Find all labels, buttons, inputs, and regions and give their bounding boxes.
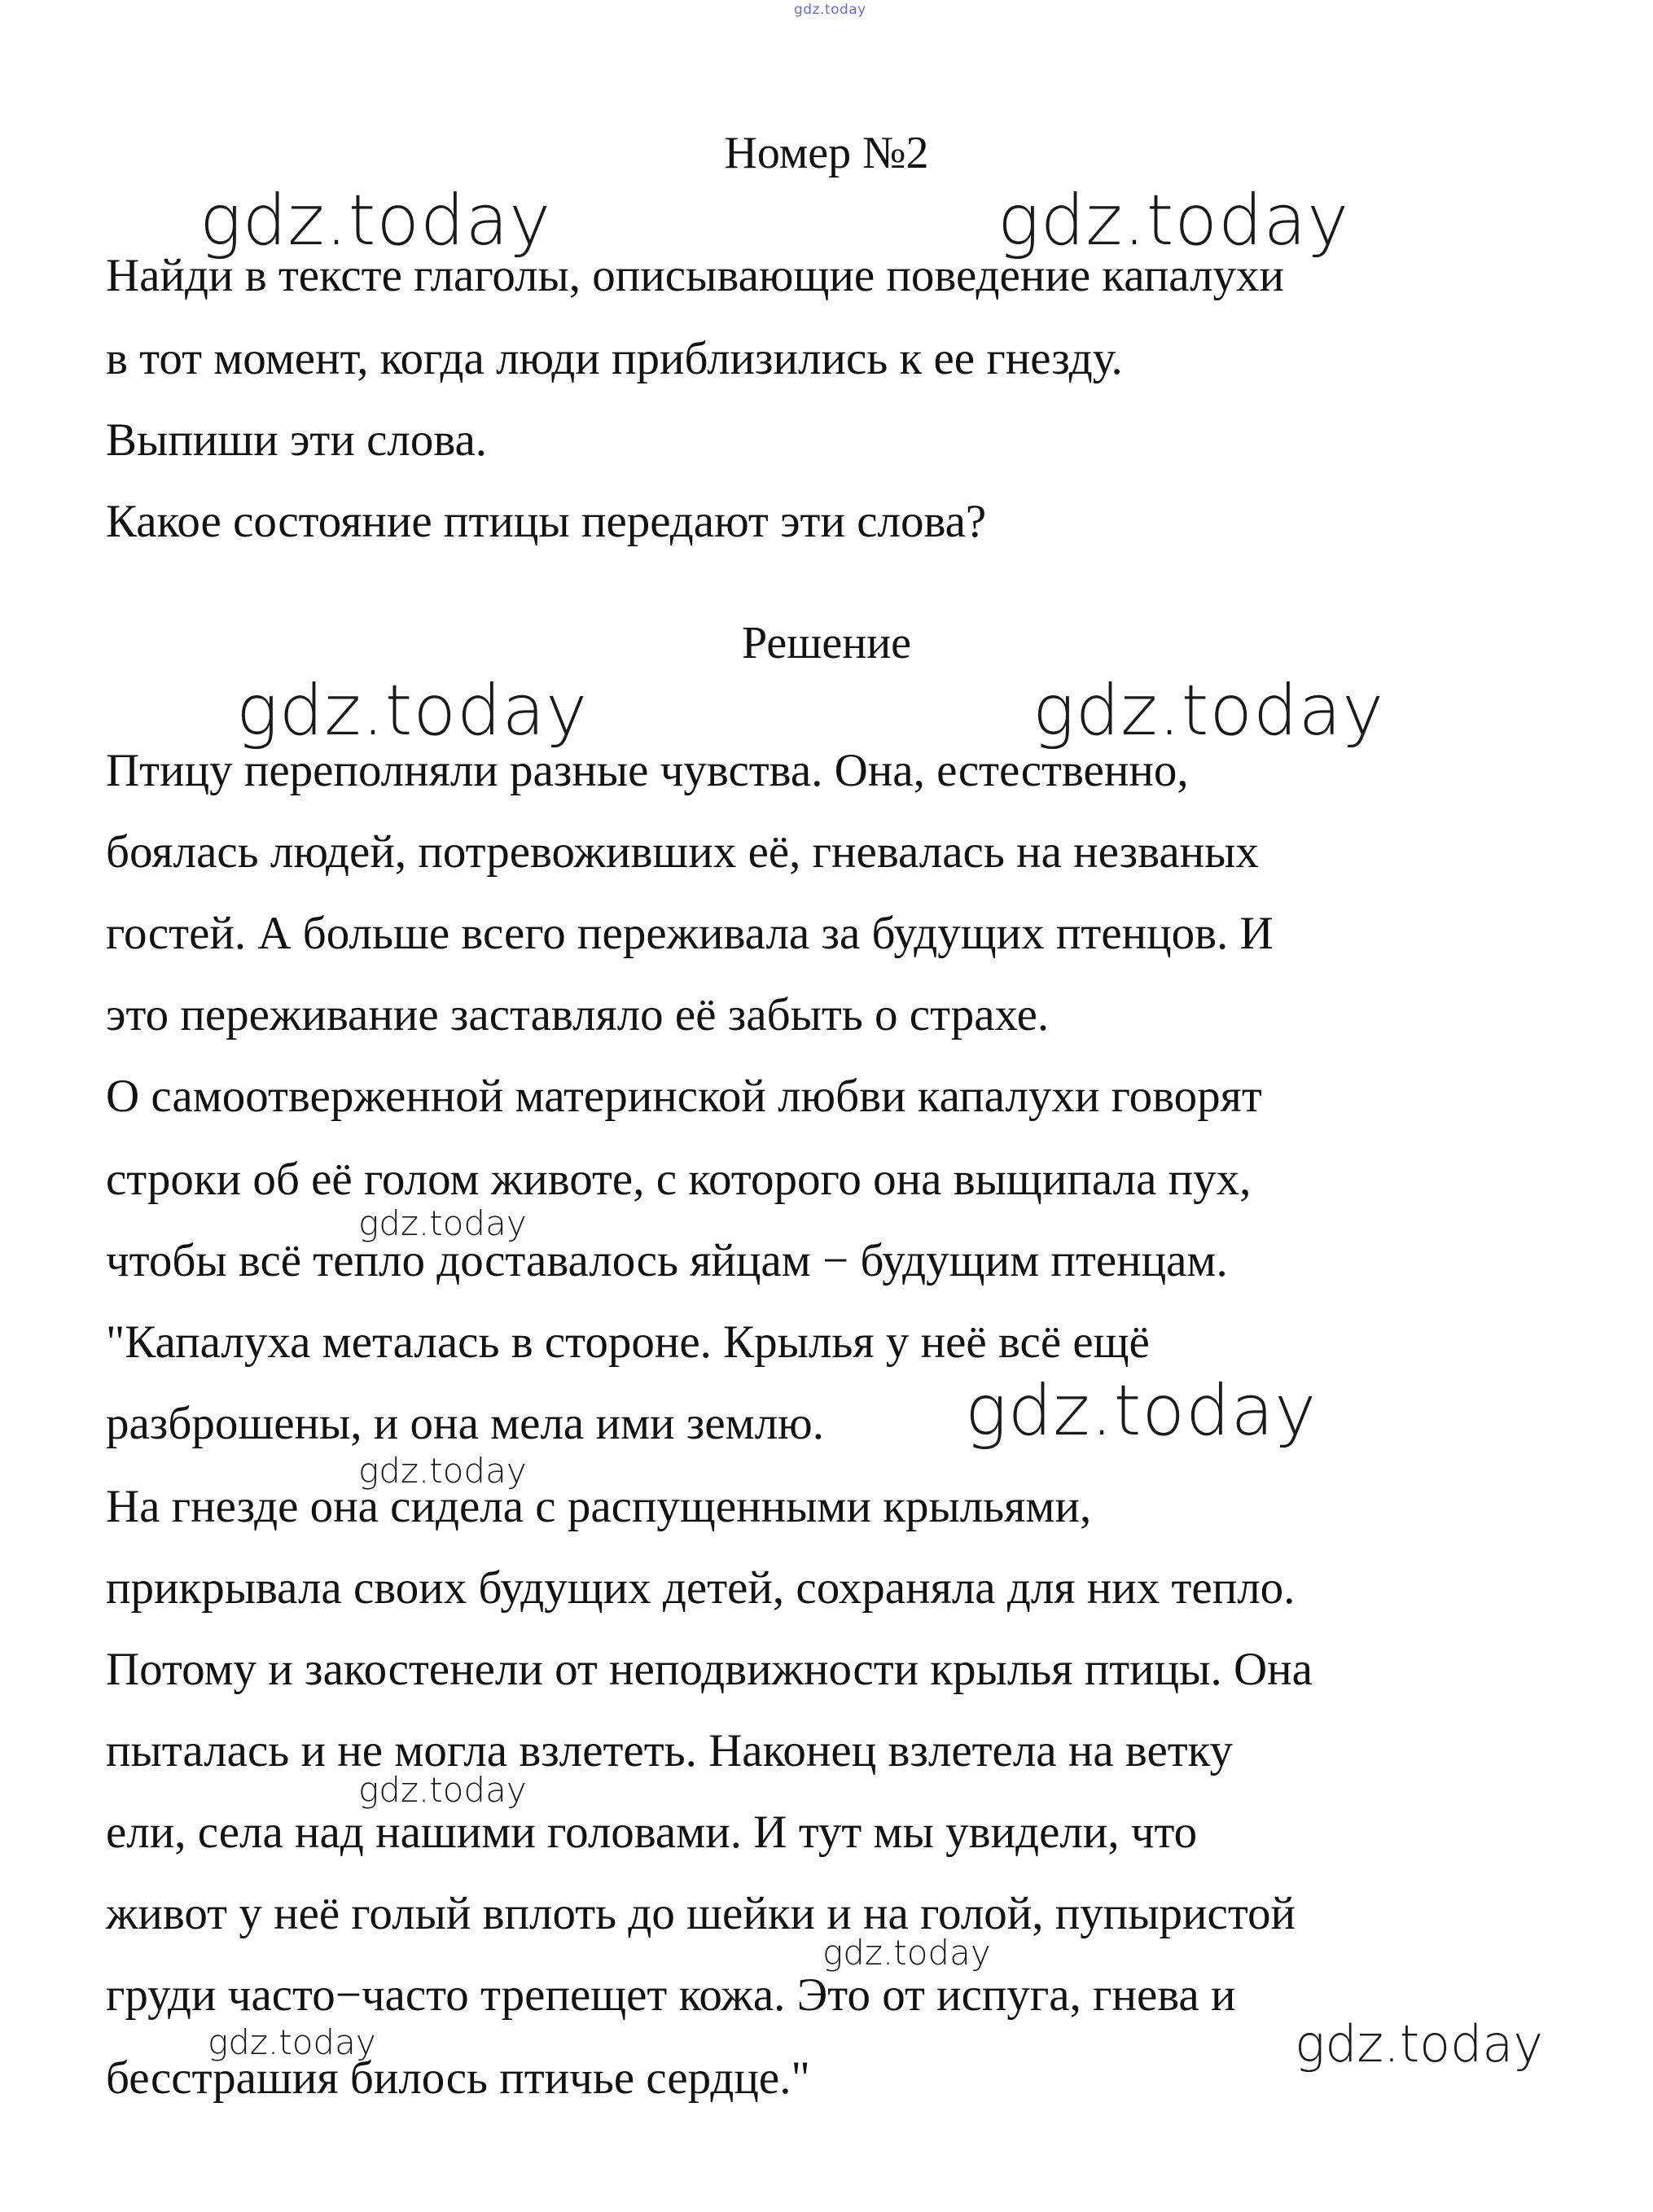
task-heading: Номер №2	[724, 128, 929, 178]
solution-line: прикрывала своих будущих детей, сохраняла для них тепло.	[106, 1562, 1296, 1614]
watermark: gdz.today	[1033, 670, 1385, 751]
watermark: gdz.today	[200, 180, 552, 261]
solution-line: гостей. А больше всего переживала за будущих птенцов. И	[106, 908, 1274, 959]
watermark: gdz.today	[998, 180, 1350, 261]
task-line: Выпиши эти слова.	[106, 414, 488, 466]
task-line: Какое состояние птицы передают эти слова?	[106, 496, 987, 547]
solution-line: "Капалуха металась в стороне. Крылья у неё всё ещё	[106, 1316, 1150, 1368]
solution-line: Потому и закостенели от неподвижности крылья птицы. Она	[106, 1644, 1313, 1695]
watermark: gdz.today	[358, 1770, 527, 1810]
watermark: gdz.today	[358, 1203, 527, 1243]
solution-line: живот у неё голый вплоть до шейки и на голой, пупыристой	[106, 1888, 1296, 1939]
watermark: gdz.today	[822, 1933, 991, 1973]
solution-heading: Решение	[741, 618, 912, 668]
top-watermark: gdz.today	[794, 2, 866, 18]
solution-line: бесстрашия билось птичье сердце."	[106, 2052, 810, 2104]
solution-line: разброшены, и она мела ими землю.	[106, 1398, 824, 1449]
solution-line: чтобы всё тепло доставалось яйцам − будущим птенцам.	[106, 1235, 1228, 1286]
watermark: gdz.today	[236, 670, 589, 751]
solution-line: На гнезде она сидела с распущенными крыльями,	[106, 1481, 1092, 1532]
solution-line: Птицу переполняли разные чувства. Она, естественно,	[106, 745, 1189, 796]
watermark: gdz.today	[965, 1370, 1318, 1452]
solution-line: строки об её голом животе, с которого она выщипала пух,	[106, 1154, 1252, 1205]
task-line: в тот момент, когда люди приблизились к ее гнезду.	[106, 333, 1123, 384]
watermark: gdz.today	[208, 2022, 376, 2062]
watermark: gdz.today	[1295, 2014, 1544, 2074]
solution-line: груди часто−часто трепещет кожа. Это от испуга, гнева и	[106, 1969, 1236, 2021]
solution-line: это переживание заставляло её забыть о страхе.	[106, 989, 1050, 1040]
solution-line: О самоотверженной материнской любви капалухи говорят	[106, 1071, 1262, 1122]
solution-line: ели, села над нашими головами. И тут мы увидели, что	[106, 1807, 1198, 1858]
solution-line: пыталась и не могла взлететь. Наконец взлетела на ветку	[106, 1725, 1234, 1776]
watermark: gdz.today	[358, 1451, 527, 1491]
solution-line: боялась людей, потревоживших её, гневалась на незваных	[106, 826, 1259, 878]
task-line: Найди в тексте глаголы, описывающие поведение капалухи	[106, 250, 1285, 301]
